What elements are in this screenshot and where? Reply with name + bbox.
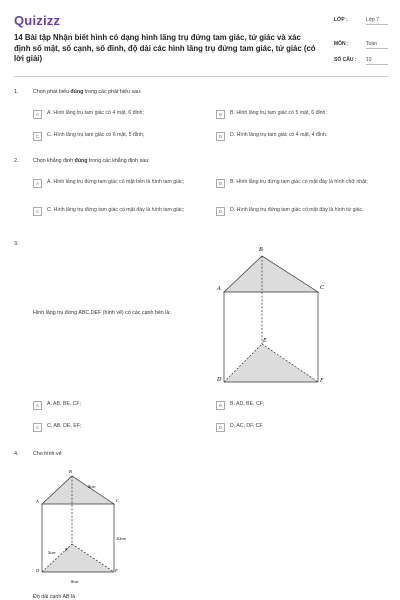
label-d: D (217, 377, 222, 383)
label-f: F (320, 378, 324, 384)
label-e: E (65, 547, 68, 552)
label-c: C (320, 285, 325, 291)
question-2-number: 2. (14, 158, 19, 164)
option-key-box: B (216, 401, 225, 410)
option-text: D. Hình lăng trụ đứng tam giác có mặt đáy là hình tứ giác. (230, 207, 364, 213)
header-divider (14, 76, 388, 77)
subject-label: MÔN : (334, 41, 349, 47)
q2-option-a[interactable] (33, 179, 208, 188)
option-key-box: D (216, 132, 225, 141)
option-text: C. Hình lăng trụ đứng tam giác có mặt đáy là hình tam giác; (47, 207, 185, 213)
option-text: A. Hình lăng trụ tam giác có 4 mặt, 6 đỉnh; (47, 110, 144, 116)
prism-figure-q3 (214, 240, 334, 390)
option-key-box: A (33, 179, 42, 188)
question-1-text: Chọn phát biểu đúng trong các phát biểu sau: (33, 89, 142, 95)
label-e: E (263, 338, 267, 344)
count-value: 10 (366, 57, 388, 65)
q2-option-b[interactable] (216, 179, 388, 188)
label-c: C (116, 498, 120, 503)
option-text: B. AD, BE, CF; (230, 401, 265, 407)
q1-option-b[interactable] (216, 110, 386, 119)
question-4-number: 4. (14, 451, 19, 457)
q1-option-c[interactable] (33, 132, 203, 141)
option-key-box: D (216, 207, 225, 216)
q2-option-d[interactable] (216, 207, 388, 216)
q2-option-c[interactable] (33, 207, 208, 216)
option-text: A. Hình lăng trụ đứng tam giác có mặt bên là hình tam giác; (47, 179, 185, 185)
option-key-box: B (216, 110, 225, 119)
bottom-triangle-face (224, 344, 318, 382)
question-4-text: Cho hình vẽ (33, 451, 62, 457)
prism-figure-q4 (34, 464, 144, 586)
option-key-box: C (33, 207, 42, 216)
option-text: B. Hình lăng trụ tam giác có 5 mặt, 6 đỉnh; (230, 110, 327, 116)
subject-value: Toán (366, 41, 388, 49)
q1-option-a[interactable] (33, 110, 203, 119)
top-triangle-face (42, 476, 114, 504)
class-value: Lớp 7 (366, 17, 388, 25)
q3-option-d[interactable] (216, 423, 386, 432)
question-3-text: Hình lăng trụ đứng ABC.DEF (hình vẽ) có các cạnh bên là: (33, 310, 171, 316)
document-title: 14 Bài tập Nhận biết hình có dạng hình lăng trụ đứng tam giác, tứ giác và xác định số mặt, số cạnh, số đỉnh, độ dài các hình lăng trụ đứng tam giác, tứ giác (có lời giải) (14, 33, 316, 63)
option-key-box: A (33, 401, 42, 410)
label-f: F (115, 568, 118, 573)
label-d: D (36, 568, 40, 573)
question-2-text: Chọn khẳng định đúng trong các khẳng định sau: (33, 158, 150, 164)
option-key-box: C (33, 132, 42, 141)
q3-option-b[interactable] (216, 401, 386, 410)
label-b: B (259, 247, 263, 253)
option-text: C. Hình lăng trụ tam giác có 6 mặt, 5 đỉnh; (47, 132, 145, 138)
question-1-number: 1. (14, 89, 19, 95)
option-text: D. AC, DF, CF. (230, 423, 264, 429)
label-b: B (69, 469, 72, 474)
option-text: B. Hình lăng trụ đứng tam giác có mặt đáy là hình chữ nhật; (230, 179, 368, 185)
top-triangle-face (224, 256, 318, 292)
label-top-length: 8cm (88, 484, 96, 489)
option-key-box: D (216, 423, 225, 432)
option-text: C. AB, DE, EF; (47, 423, 82, 429)
q1-option-d[interactable] (216, 132, 386, 141)
label-left-length: 5cm (48, 550, 56, 555)
quizizz-logo: Quizizz (14, 13, 61, 28)
label-bottom-length: 8cm (71, 579, 79, 584)
option-text: A. AB, BE, CF; (47, 401, 82, 407)
option-key-box: C (33, 423, 42, 432)
q3-option-c[interactable] (33, 423, 203, 432)
label-a: A (217, 286, 221, 292)
question-4-footer-text: Độ dài cạnh AB là (33, 594, 76, 600)
q3-option-a[interactable] (33, 401, 203, 410)
label-side-length: 10cm (116, 536, 126, 541)
class-label: LỚP : (334, 17, 348, 23)
option-key-box: A (33, 110, 42, 119)
option-key-box: B (216, 179, 225, 188)
question-3-number: 3. (14, 241, 19, 247)
count-label: SỐ CÂU : (334, 57, 357, 63)
label-a: A (36, 499, 39, 504)
option-text: D. Hình lăng trụ tam giác có 4 mặt, 4 đỉnh. (230, 132, 328, 138)
